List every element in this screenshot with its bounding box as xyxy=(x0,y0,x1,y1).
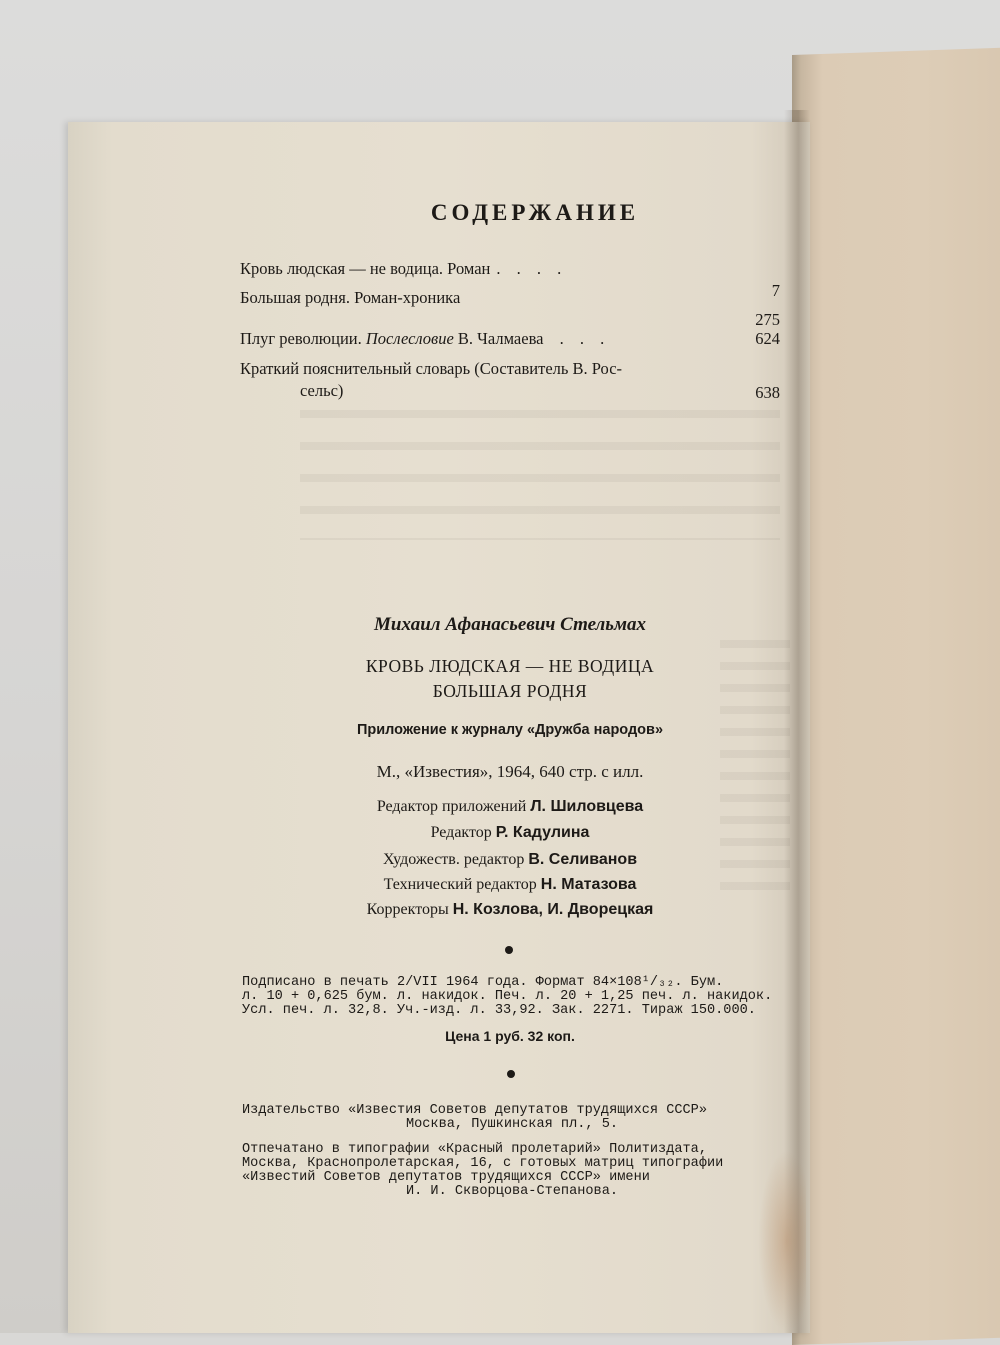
credit-line xyxy=(230,798,790,816)
show-through xyxy=(300,410,780,540)
toc-entry-title: Большая родня. Роман-хроника xyxy=(240,288,461,307)
toc-entry-title: Кровь людская — не водица. Роман xyxy=(240,259,491,278)
printer-block xyxy=(242,1143,782,1199)
toc-entry-page: 638 xyxy=(755,383,780,402)
publisher-line: Москва, Пушкинская пл., 5. xyxy=(405,1117,619,1132)
toc-entry xyxy=(240,287,780,329)
toc-entry-page: 7 xyxy=(771,281,780,300)
printer-line: Москва, Краснопролетарская, 16, с готовых матриц типографии xyxy=(242,1156,724,1171)
credit-line xyxy=(230,824,790,842)
credit-role: Редактор приложений xyxy=(376,798,527,815)
publisher-block xyxy=(242,1104,782,1132)
print-line: Усл. печ. л. 32,8. Уч.-изд. л. 33,92. Зак. 2271. Тираж 150.000. xyxy=(242,1003,756,1018)
print-details xyxy=(242,976,782,1018)
credit-name: Л. Шиловцева xyxy=(530,798,644,815)
printer-line: Отпечатано в типографии «Красный пролетарий» Политиздата, xyxy=(242,1142,707,1157)
toc-heading: СОДЕРЖАНИЕ xyxy=(430,200,640,225)
book-title: БОЛЬШАЯ РОДНЯ xyxy=(432,681,588,701)
credit-name: Р. Кадулина xyxy=(495,824,590,841)
toc-entry-page: 275 xyxy=(755,310,780,329)
printer-line: «Известий Советов депутатов трудящихся СССР» имени xyxy=(242,1170,650,1185)
toc-entry-title-italic: Послесловие xyxy=(365,329,454,348)
credit-name: Н. Матазова xyxy=(540,876,637,893)
author-name: Михаил Афанасьевич Стельмах xyxy=(373,614,647,635)
toc-entry-title: В. Чалмаева xyxy=(457,329,544,348)
toc-entry-title: Плуг революции. xyxy=(240,329,362,348)
supplement-line: Приложение к журналу «Дружба народов» xyxy=(356,722,664,738)
printer-line: И. И. Скворцова-Степанова. xyxy=(405,1184,619,1199)
toc-entry: Кровь людская — не водица. Роман . . . . 7 xyxy=(240,259,780,300)
price-line: Цена 1 руб. 32 коп. xyxy=(445,1028,575,1044)
credit-line xyxy=(230,876,790,894)
print-line: Подписано в печать 2/VII 1964 года. Формат 84×108¹/₃₂. Бум. xyxy=(242,975,724,990)
book-title: КРОВЬ ЛЮДСКАЯ — НЕ ВОДИЦА xyxy=(365,656,655,676)
toc-entry-page: 624 xyxy=(755,329,780,348)
toc-entry xyxy=(240,358,780,402)
credit-role: Корректоры xyxy=(366,901,449,918)
publisher-line: Издательство «Известия Советов депутатов трудящихся СССР» xyxy=(242,1103,707,1118)
toc-entry: Плуг революции. Послесловие В. Чалмаева . . . 624 xyxy=(240,329,780,348)
publication-info: М., «Известия», 1964, 640 стр. с илл. xyxy=(376,762,644,781)
credit-name: В. Селиванов xyxy=(528,851,638,868)
credit-line xyxy=(230,851,790,869)
credit-role: Художеств. редактор xyxy=(382,851,525,868)
credit-role: Технический редактор xyxy=(383,876,537,893)
credit-name: Н. Козлова, И. Дворецкая xyxy=(452,901,654,918)
toc-entry-title: сельс) xyxy=(300,381,344,400)
right-page xyxy=(792,47,1000,1345)
toc-entry-title: Краткий пояснительный словарь (Составитель В. Рос- xyxy=(240,359,623,378)
separator-bullet xyxy=(507,1070,515,1078)
print-line: л. 10 + 0,625 бум. л. накидок. Печ. л. 20 + 1,25 печ. л. накидок. xyxy=(242,989,773,1004)
credit-role: Редактор xyxy=(430,824,492,841)
credit-line xyxy=(230,901,790,919)
separator-bullet xyxy=(505,946,513,954)
